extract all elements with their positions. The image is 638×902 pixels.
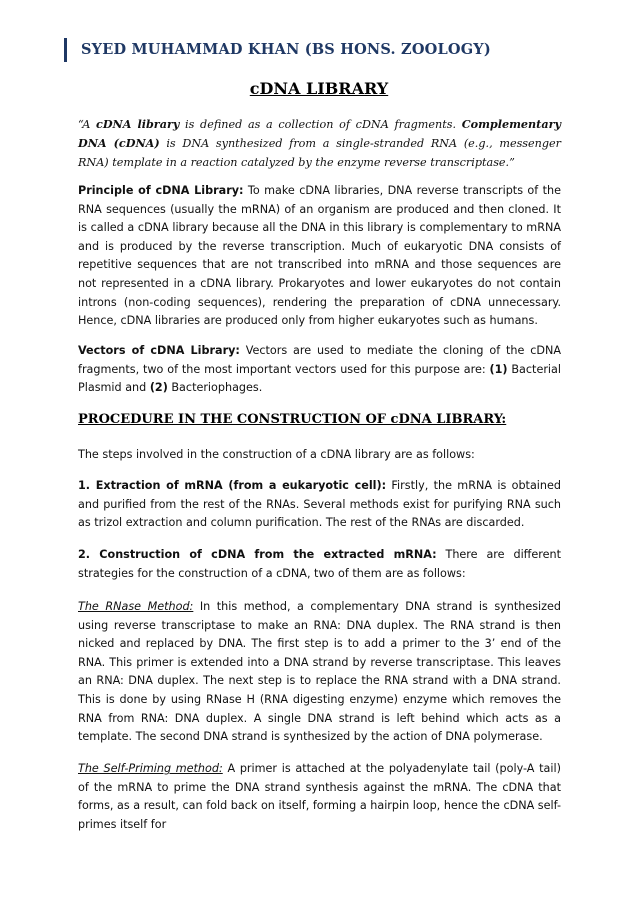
definition-paragraph	[78, 115, 561, 172]
vectors-number-1: (1)	[489, 362, 508, 376]
vectors-text-3: Bacteriophages.	[167, 381, 263, 395]
self-priming-paragraph	[78, 760, 561, 834]
definition-text-1: is defined as a collection of cDNA fragments.	[179, 118, 462, 131]
vectors-number-2: (2)	[149, 381, 168, 395]
definition-quote-open: “A	[78, 118, 97, 131]
rnase-method-paragraph	[78, 598, 561, 747]
vectors-paragraph	[78, 342, 561, 398]
principle-paragraph	[78, 182, 561, 331]
step1-label: 1. Extraction of mRNA (from a eukaryotic cell):	[78, 479, 387, 492]
step2-paragraph	[78, 546, 561, 583]
definition-term-complementary-dna: Complementary DNA (cDNA)	[78, 117, 561, 150]
self-priming-text: A primer is attached at the polyadenylate tail (poly-A tail) of the mRNA to prime the DNA strand synthesis against the mRNA. The cDNA that forms, as a result, can fold back on itself, forming a hairpin loop, hence the cDNA self-primes itself for	[78, 762, 561, 831]
vectors-text-2: Bacterial Plasmid and	[78, 362, 561, 395]
author-header: SYED MUHAMMAD KHAN (BS HONS. ZOOLOGY)	[64, 38, 491, 62]
definition-term-cdna-library: cDNA library	[96, 117, 180, 131]
procedure-intro: The steps involved in the construction of a cDNA library are as follows:	[78, 448, 475, 461]
definition-text-2: is DNA synthesized from a single-stranded RNA (e.g., messenger RNA) template in a reaction catalyzed by the enzyme reverse transcriptase.”	[78, 137, 562, 169]
principle-text: To make cDNA libraries, DNA reverse transcripts of the RNA sequences (usually the mRNA) of an organism are produced and then cloned. It is called a cDNA library because all the DNA in this library is complementary to mRNA and is produced by the reverse transcription. Much of eukaryotic DNA consists of repetitive sequences that are not transcribed into mRNA and those sequences are not represented in a cDNA library. Prokaryotes and lower eukaryotes do not contain introns (non-coding sequences), rendering the preparation of cDNA unnecessary. Hence, cDNA libraries are produced only from higher eukaryotes such as humans.	[78, 184, 561, 328]
page-title: cDNA LIBRARY	[249, 79, 389, 98]
principle-label: Principle of cDNA Library:	[78, 184, 244, 197]
procedure-heading: PROCEDURE IN THE CONSTRUCTION OF cDNA LIBRARY:	[78, 412, 507, 427]
vectors-label: Vectors of cDNA Library:	[78, 344, 240, 357]
step1-text: Firstly, the mRNA is obtained and purified from the rest of the RNAs. Several methods exist for purifying RNA such as trizol extraction and column purification. The rest of the RNAs are discarded.	[78, 479, 561, 530]
step2-text: There are different strategies for the construction of a cDNA, two of them are as follows:	[78, 548, 561, 580]
self-priming-label: The Self-Priming method:	[78, 762, 223, 775]
step2-label: 2. Construction of cDNA from the extracted mRNA:	[78, 548, 437, 561]
step1-paragraph	[78, 477, 561, 533]
rnase-method-text: In this method, a complementary DNA strand is synthesized using reverse transcriptase to make an RNA: DNA duplex. The RNA strand is then nicked and replaced by DNA. The first step is to add a primer to the 3’ end of the RNA. This primer is extended into a DNA strand by reverse transcriptase. This leaves an RNA: DNA duplex. The next step is to replace the RNA strand with a DNA strand. This is done by using RNase H (RNA digesting enzyme) enzyme which removes the RNA from RNA: DNA duplex. A single DNA strand is left behind which acts as a template. The second DNA strand is synthesized by the action of DNA polymerase.	[78, 600, 562, 744]
vectors-text-1: Vectors are used to mediate the cloning of the cDNA fragments, two of the most important vectors used for this purpose are:	[78, 344, 561, 376]
rnase-method-label: The RNase Method:	[78, 600, 194, 613]
